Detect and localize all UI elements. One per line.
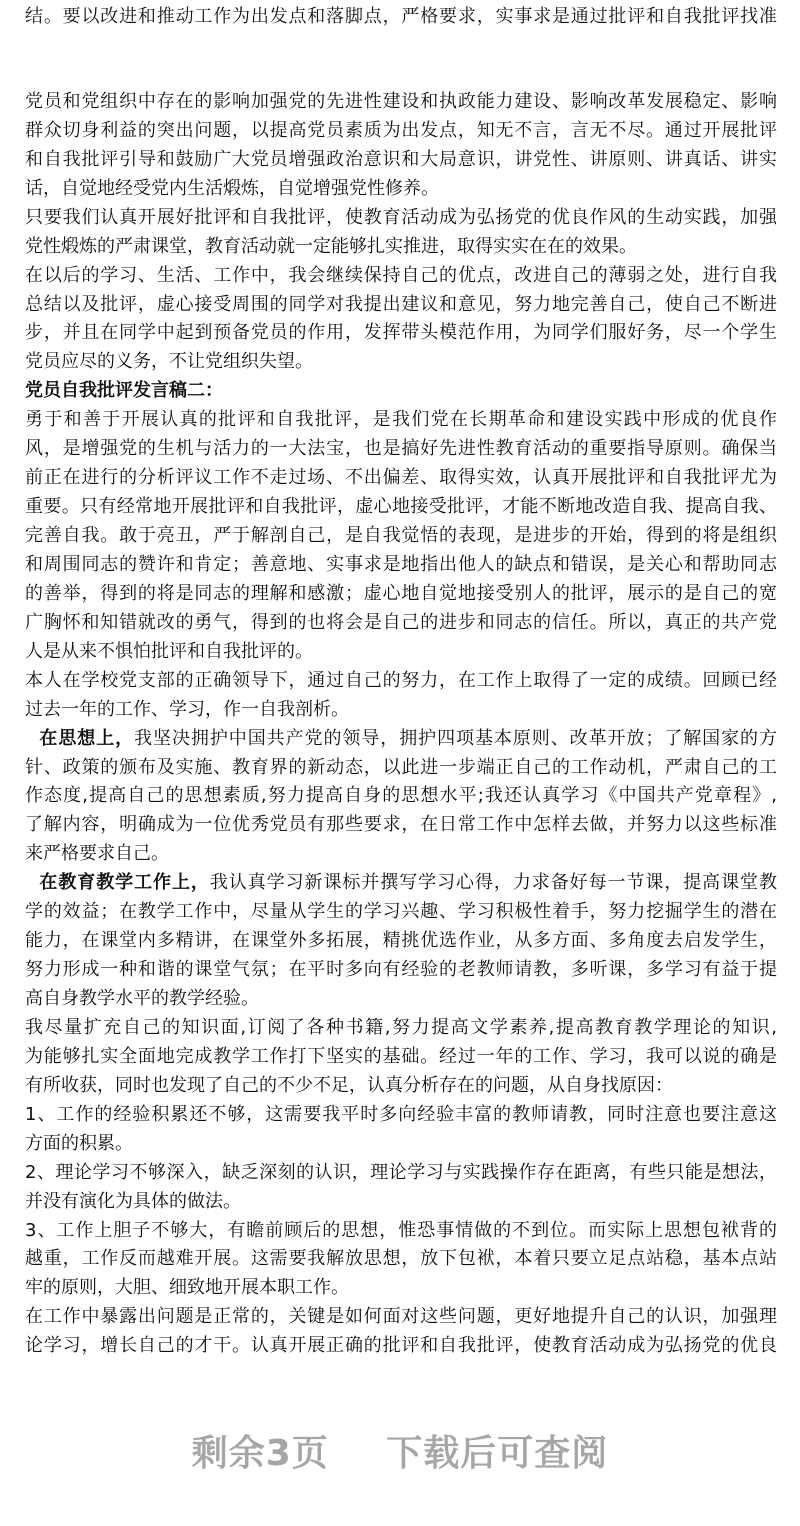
text-line xyxy=(25,3,777,32)
text-line xyxy=(25,840,777,869)
text-line xyxy=(25,88,777,117)
line-text: 人是从来不惧怕批评和自我批评的。 xyxy=(25,640,313,662)
line-text: 步，并且在同学中起到预备党员的作用，发挥带头模范作用，为同学们服好务，尽一个学生 xyxy=(25,322,777,344)
text-line xyxy=(25,319,777,348)
line-text: 在工作中暴露出问题是正常的，关键是如何面对这些问题，更好地提升自己的认识，加强理 xyxy=(25,1306,777,1328)
line-text: 前正在进行的分析评议工作不走过场、不出偏差、取得实效，认真开展批评和自我批评尤为 xyxy=(25,467,777,489)
text-line xyxy=(25,638,777,667)
text-line xyxy=(25,1101,777,1130)
line-text: 作态度,提高自己的思想素质,努力提高自身的思想水平;我还认真学习《中国共产党章程》, xyxy=(25,785,777,807)
line-text: 总结以及批评，虚心接受周围的同学对我提出建议和意见，努力地完善自己，使自己不断进 xyxy=(25,293,777,315)
line-text: 话，自觉地经受党内生活煅炼，自觉增强党性修养。 xyxy=(25,177,439,199)
text-line xyxy=(25,609,777,638)
line-text: 群众切身利益的突出问题，以提高党员素质为出发点，知无不言，言无不尽。通过开展批评 xyxy=(25,119,777,141)
line-text: 本人在学校党支部的正确领导下，通过自己的努力，在工作上取得了一定的成绩。回顾已经 xyxy=(25,669,777,691)
line-text: 的善举，得到的将是同志的理解和感激；虚心地自觉地接受别人的批评，展示的是自己的宽 xyxy=(25,582,777,604)
line-text: 我尽量扩充自己的知识面,订阅了各种书籍,努力提高文学素养,提高教育教学理论的知识, xyxy=(25,1016,777,1038)
line-text: 2、理论学习不够深入，缺乏深刻的认识，理论学习与实践操作存在距离，有些只能是想法， xyxy=(25,1161,777,1183)
text-line xyxy=(25,146,777,175)
bold-lead: 在思想上， xyxy=(25,727,135,749)
paragraph-gap xyxy=(25,32,777,88)
text-line xyxy=(25,175,777,204)
line-text: 了解内容，明确成为一位优秀党员有那些要求，在日常工作中怎样去做，并努力以这些标准 xyxy=(25,814,777,836)
line-text: 论学习，增长自己的才干。认真开展正确的批评和自我批评，使教育活动成为弘扬党的优良 xyxy=(25,1335,777,1357)
line-text: 党性煅炼的严肃课堂，教育活动就一定能够扎实推进，取得实实在在的效果。 xyxy=(25,235,637,257)
line-text: 1、工作的经验积累还不够，这需要我平时多向经验丰富的教师请教，同时注意也要注意这 xyxy=(25,1103,777,1125)
text-line xyxy=(25,291,777,320)
line-text: 高自身教学水平的教学经验。 xyxy=(25,988,259,1009)
text-line xyxy=(25,204,777,233)
line-text: 重要。只有经常地开展批评和自我批评，虚心地接受批评，才能不断地改造自我、提高自我、 xyxy=(25,496,777,518)
text-line xyxy=(25,1159,777,1188)
text-line xyxy=(25,956,777,985)
text-line xyxy=(25,493,777,522)
line-text: 只要我们认真开展好批评和自我批评，使教育活动成为弘扬党的优良作风的生动实践，加强 xyxy=(25,206,777,228)
line-text: 和周围同志的赞许和肯定；善意地、实事求是地指出他人的缺点和错误，是关心和帮助同志 xyxy=(25,553,777,575)
text-line xyxy=(25,725,777,754)
line-text: 有所收获，同时也发现了自己的不少不足，认真分析存在的问题，从自身找原因： xyxy=(25,1074,673,1096)
text-line xyxy=(25,551,777,580)
text-line xyxy=(25,811,777,840)
download-to-view-label[interactable]: 下载后可查阅 xyxy=(386,1433,609,1474)
line-text: 能力，在课堂内多精讲，在课堂外多拓展，精挑优选作业，从多方面、多角度去启发学生， xyxy=(25,930,777,952)
text-line xyxy=(25,782,777,811)
text-line xyxy=(25,117,777,146)
text-line xyxy=(25,1130,777,1159)
line-text: 来严格要求自己。 xyxy=(25,843,169,865)
remaining-pages-label: 剩余3页 xyxy=(191,1433,329,1474)
text-line xyxy=(25,667,777,696)
line-text: 广胸怀和知错就改的勇气，得到的也将会是自己的进步和同志的信任。所以，真正的共产党 xyxy=(25,611,777,633)
text-line xyxy=(25,869,777,898)
text-line xyxy=(25,1043,777,1072)
text-line xyxy=(25,696,777,725)
text-line xyxy=(25,1332,777,1361)
line-text: 过去一年的工作、学习，作一自我剖析。 xyxy=(25,698,349,720)
line-text: 勇于和善于开展认真的批评和自我批评，是我们党在长期革命和建设实践中形成的优良作 xyxy=(25,409,777,431)
text-line xyxy=(25,1274,777,1303)
line-text: 党员和党组织中存在的影响加强党的先进性建设和执政能力建设、影响改革发展稳定、影响 xyxy=(25,90,777,112)
line-text: 和自我批评引导和鼓励广大党员增强政治意识和大局意识，讲党性、讲原则、讲真话、讲实 xyxy=(25,148,777,170)
text-line xyxy=(25,1217,777,1246)
download-prompt[interactable] xyxy=(0,1425,800,1476)
line-text: 风，是增强党的生机与活力的一大法宝，也是搞好先进性教育活动的重要指导原则。确保当 xyxy=(25,438,777,460)
line-text: 并没有演化为具体的做法。 xyxy=(25,1190,241,1212)
text-line xyxy=(25,1303,777,1332)
line-text: 在以后的学习、生活、工作中，我会继续保持自己的优点，改进自己的薄弱之处，进行自我 xyxy=(25,264,777,286)
bold-lead: 在教育教学工作上， xyxy=(25,872,210,894)
line-text: 越重，工作反而越难开展。这需要我解放思想，放下包袱，本着只要立足点站稳，基本点站 xyxy=(25,1248,777,1270)
text-line xyxy=(25,754,777,783)
line-text: 完善自我。敢于亮丑，严于解剖自己，是自我觉悟的表现，是进步的开始，得到的将是组织 xyxy=(25,525,777,546)
line-text: 3、工作上胆子不够大，有瞻前顾后的思想，惟恐事情做的不到位。而实际上思想包袱背的 xyxy=(25,1219,777,1241)
text-line xyxy=(25,580,777,609)
line-text: 为能够扎实全面地完成教学工作打下坚实的基础。经过一年的工作、学习，我可以说的确是 xyxy=(25,1045,777,1067)
text-line xyxy=(25,1072,777,1101)
text-line xyxy=(25,898,777,927)
line-text: 党员应尽的义务，不让党组织失望。 xyxy=(25,351,313,373)
text-line xyxy=(25,435,777,464)
line-text: 我坚决拥护中国共产党的领导，拥护四项基本原则、改革开放；了解国家的方 xyxy=(134,727,777,749)
text-line xyxy=(25,233,777,262)
line-text: 努力形成一种和谐的课堂气氛；在平时多向有经验的老教师请教，多听课，多学习有益于提 xyxy=(25,959,777,981)
text-line xyxy=(25,464,777,493)
document-body xyxy=(25,3,777,1361)
line-text: 针、政策的颁布及实施、教育界的新动态，以此进一步端正自己的工作动机，严肃自己的工 xyxy=(25,756,777,778)
text-line xyxy=(25,262,777,291)
text-line xyxy=(25,1014,777,1043)
text-line xyxy=(25,927,777,956)
line-text: 结。要以改进和推动工作为出发点和落脚点，严格要求，实事求是通过批评和自我批评找准 xyxy=(25,6,777,27)
bold-lead: 党员自我批评发言稿二： xyxy=(25,380,223,402)
text-line xyxy=(25,348,777,377)
line-text: 方面的积累。 xyxy=(25,1132,133,1154)
text-line xyxy=(25,985,777,1014)
text-line xyxy=(25,406,777,435)
line-text: 学的效益；在教学工作中，尽量从学生的学习兴趣、学习积极性着手，努力挖掘学生的潜在 xyxy=(25,901,777,923)
line-text: 牢的原则，大胆、细致地开展本职工作。 xyxy=(25,1277,349,1299)
line-text: 我认真学习新课标并撰写学习心得，力求备好每一节课，提高课堂教 xyxy=(209,872,777,894)
text-line xyxy=(25,1188,777,1217)
section-heading xyxy=(25,377,777,406)
text-line xyxy=(25,1245,777,1274)
text-line xyxy=(25,522,777,551)
